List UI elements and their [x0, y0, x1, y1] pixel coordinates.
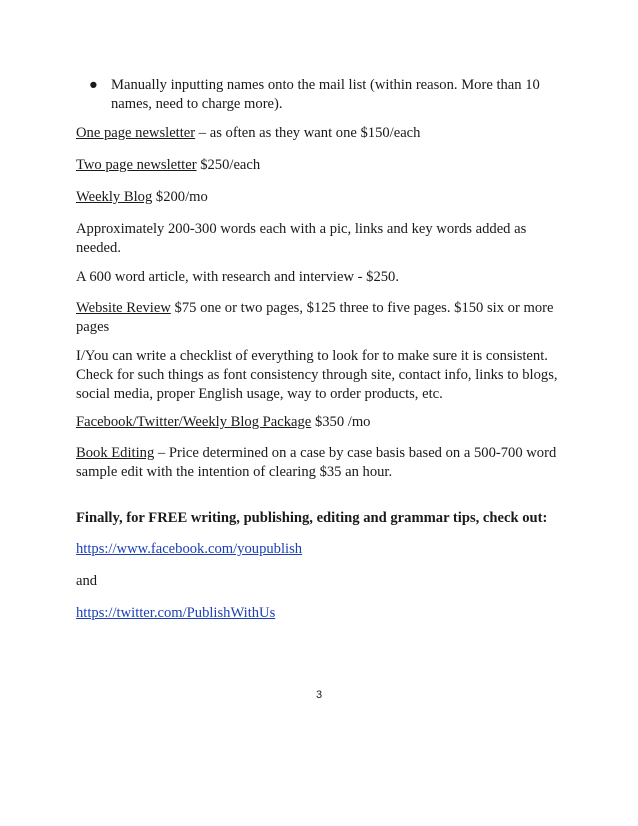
package-line [76, 413, 566, 432]
bullet-text: Manually inputting names onto the mail list (within reason. More than 10 names, need to charge more). [111, 77, 540, 112]
one-page-newsletter-label: One page newsletter [76, 125, 196, 141]
approx-words-paragraph: Approximately 200-300 words each with a pic, links and key words added as needed. [76, 221, 527, 256]
package-label: Facebook/Twitter/Weekly Blog Package [76, 414, 312, 430]
checklist-paragraph: I/You can write a checklist of everything to look for to make sure it is consistent. Check for such things as font consistency through site, contact info, links to blogs, social media, proper English usage, way to order products, etc. [76, 348, 558, 402]
bullet-icon: ● [89, 77, 98, 93]
weekly-blog-label: Weekly Blog [76, 189, 153, 205]
website-review-text: $75 one or two pages, $125 three to five pages. $150 six or more pages [76, 300, 554, 335]
two-page-newsletter-line [76, 156, 566, 175]
one-page-newsletter-line [76, 124, 566, 143]
website-review-paragraph [76, 299, 566, 337]
article-line: A 600 word article, with research and interview - $250. [76, 269, 399, 285]
weekly-blog-line [76, 188, 566, 207]
website-review-label: Website Review [76, 300, 171, 316]
closing-heading: Finally, for FREE writing, publishing, editing and grammar tips, check out: [76, 510, 548, 526]
book-editing-label: Book Editing [76, 445, 155, 461]
one-page-newsletter-text: – as often as they want one $150/each [195, 125, 421, 141]
twitter-link[interactable]: https://twitter.com/PublishWithUs [76, 605, 276, 621]
and-text: and [76, 573, 98, 589]
two-page-newsletter-label: Two page newsletter [76, 157, 197, 173]
facebook-link[interactable]: https://www.facebook.com/youpublish [76, 541, 303, 557]
book-editing-text: – Price determined on a case by case basis based on a 500-700 word sample edit with the intention of clearing $35 an hour. [76, 445, 557, 480]
weekly-blog-text: $200/mo [152, 189, 208, 205]
package-text: $350 /mo [311, 414, 371, 430]
page-number: 3 [315, 689, 323, 701]
two-page-newsletter-text: $250/each [196, 157, 261, 173]
twitter-link-line [76, 604, 566, 623]
book-editing-paragraph [76, 444, 566, 482]
facebook-link-line [76, 540, 566, 559]
